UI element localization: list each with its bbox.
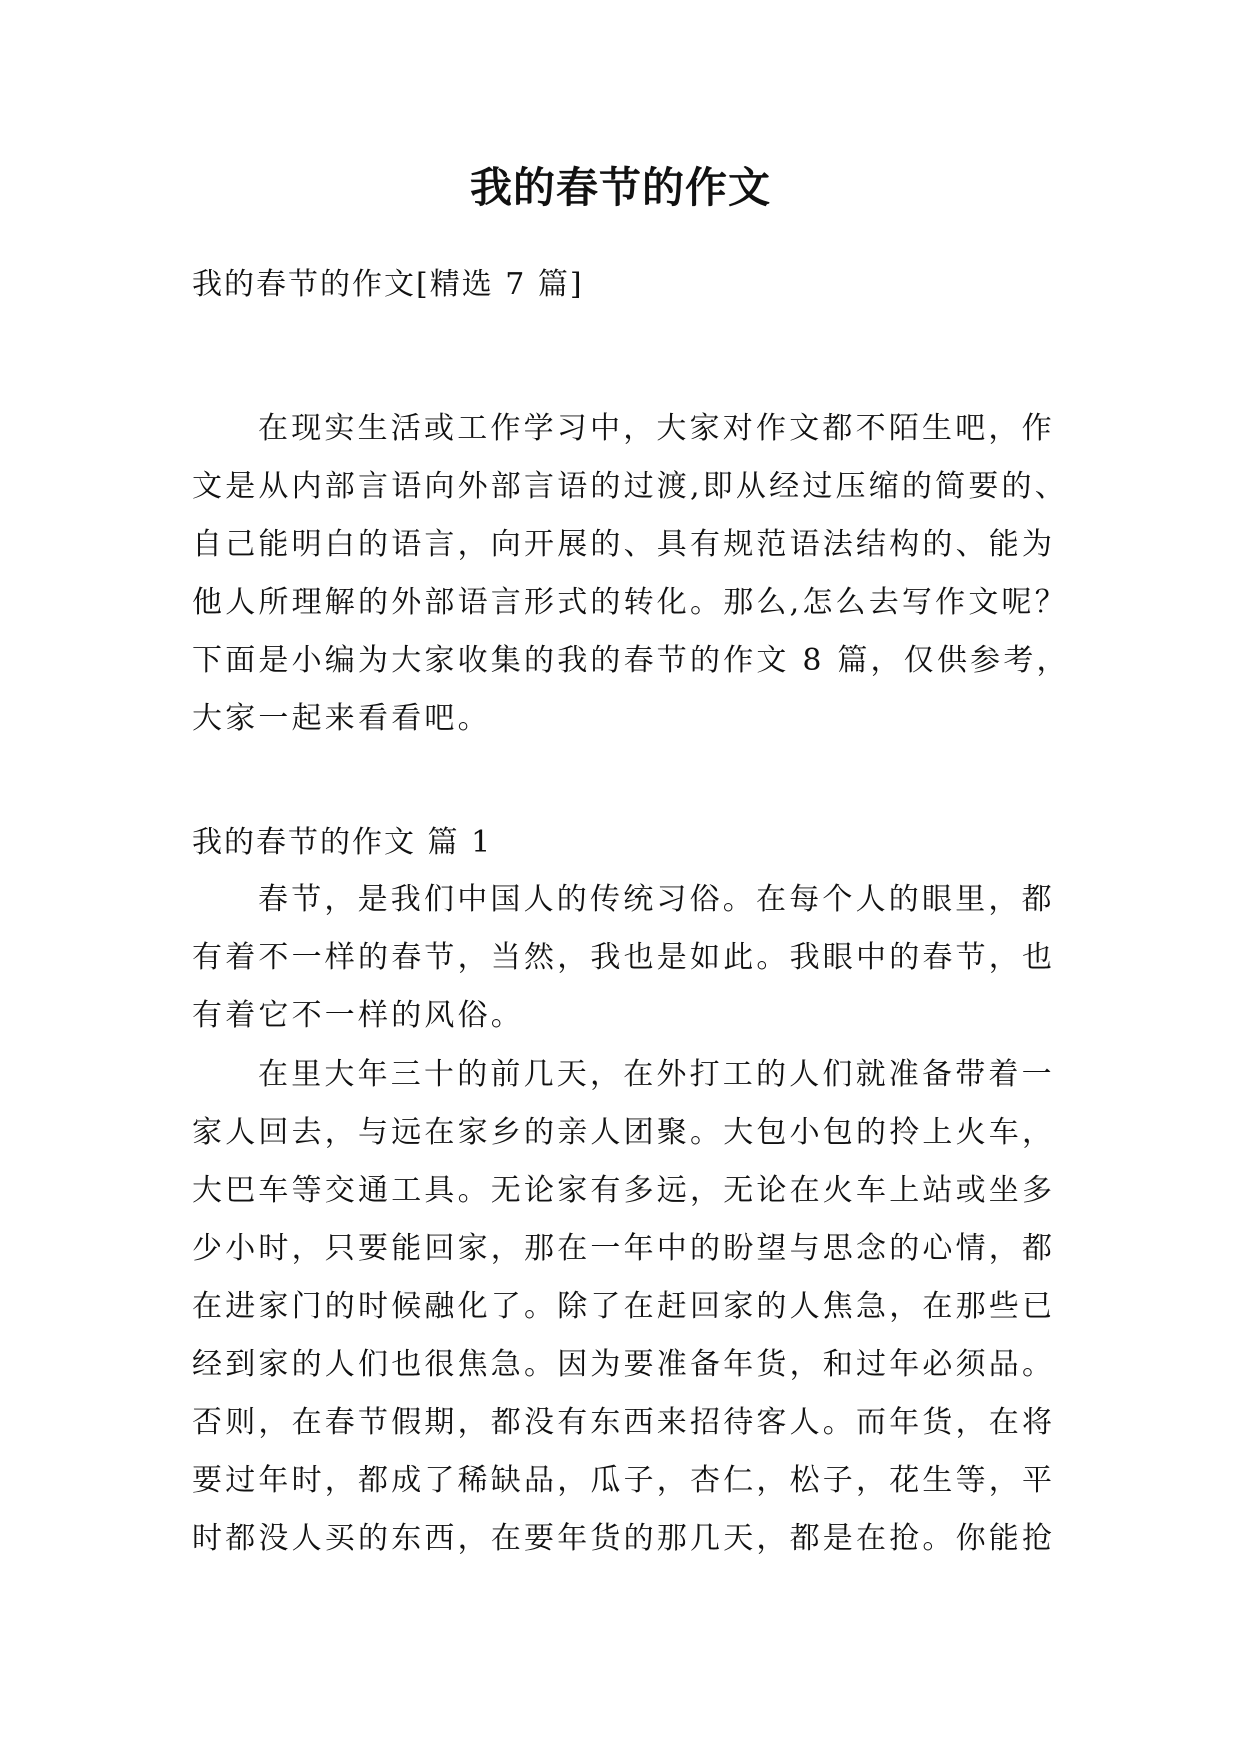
- paragraph-line: 他人所理解的外部语言形式的转化。那么,怎么去写作文呢？: [192, 585, 1068, 620]
- paragraph-line: 少小时，只要能回家，那在一年中的盼望与思念的心情，都: [192, 1231, 1056, 1266]
- paragraph-line: 在现实生活或工作学习中，大家对作文都不陌生吧，作: [258, 411, 1055, 446]
- section1-paragraph-1: [192, 880, 1056, 1054]
- paragraph-line: 春节，是我们中国人的传统习俗。在每个人的眼里，都: [258, 882, 1055, 917]
- paragraph-line: 时都没人买的东西，在要年货的那几天，都是在抢。你能抢: [192, 1521, 1056, 1556]
- document-subtitle: 我的春节的作文[精选 7 篇]: [192, 267, 584, 302]
- paragraph-line: 大巴车等交通工具。无论家有多远，无论在火车上站或坐多: [192, 1173, 1056, 1208]
- document-title: 我的春节的作文: [469, 163, 771, 212]
- paragraph-line: 经到家的人们也很焦急。因为要准备年货，和过年必须品。: [192, 1347, 1056, 1382]
- paragraph-line: 家人回去，与远在家乡的亲人团聚。大包小包的拎上火车，: [192, 1115, 1056, 1150]
- section1-paragraph-2: [192, 1055, 1056, 1577]
- intro-paragraph: [192, 409, 1070, 757]
- section-heading: 我的春节的作文 篇 1: [192, 825, 493, 860]
- paragraph-line: 在进家门的时候融化了。除了在赶回家的人焦急，在那些已: [192, 1289, 1056, 1324]
- paragraph-line: 有着它不一样的风俗。: [192, 998, 524, 1033]
- paragraph-line: 大家一起来看看吧。: [192, 701, 491, 736]
- paragraph-line: 有着不一样的春节，当然，我也是如此。我眼中的春节，也: [192, 940, 1056, 975]
- paragraph-line: 否则，在春节假期，都没有东西来招待客人。而年货，在将: [192, 1405, 1056, 1440]
- paragraph-line: 在里大年三十的前几天，在外打工的人们就准备带着一: [258, 1057, 1055, 1092]
- paragraph-line: 文是从内部言语向外部言语的过渡,即从经过压缩的简要的、: [192, 469, 1068, 504]
- paragraph-line: 自己能明白的语言，向开展的、具有规范语法结构的、能为: [192, 527, 1056, 562]
- paragraph-line: 下面是小编为大家收集的我的春节的作文 8 篇，仅供参考，: [192, 643, 1070, 678]
- paragraph-line: 要过年时，都成了稀缺品，瓜子，杏仁，松子，花生等，平: [192, 1463, 1056, 1498]
